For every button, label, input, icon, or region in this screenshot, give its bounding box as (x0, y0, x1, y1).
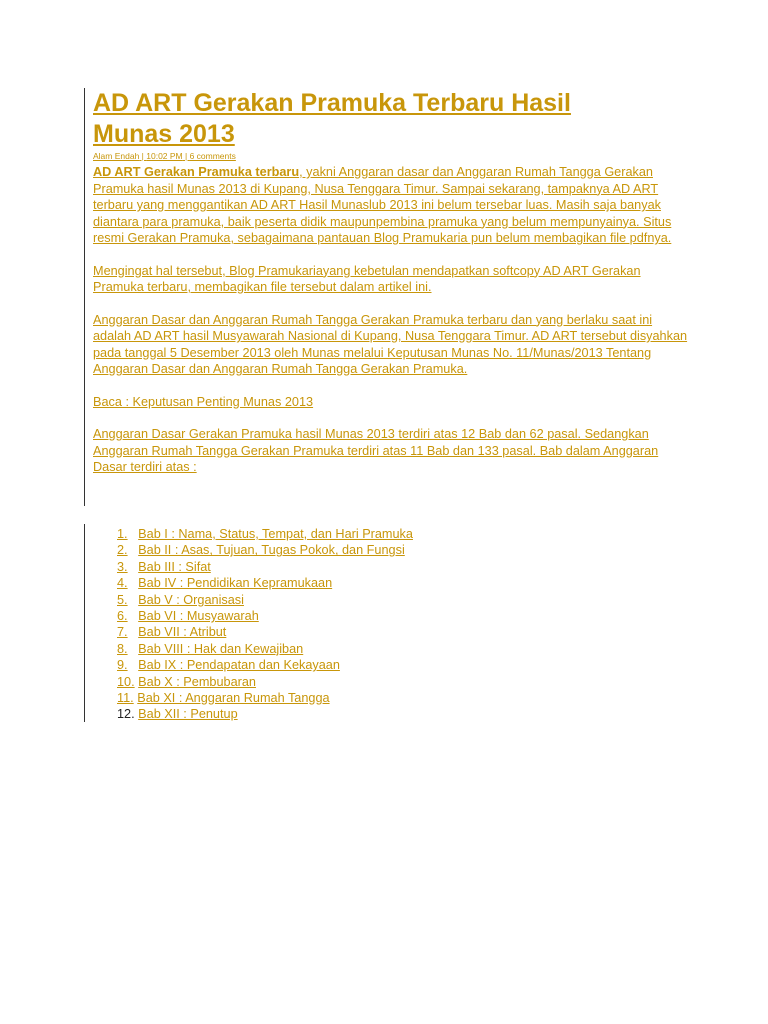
list-number: 3. (117, 559, 128, 574)
chapter-link[interactable]: Bab VIII : Hak dan Kewajiban (138, 641, 304, 656)
baca-link[interactable]: Baca : Keputusan Penting Munas 2013 (93, 394, 314, 409)
list-item[interactable] (117, 526, 413, 542)
list-item[interactable] (117, 542, 413, 558)
list-item[interactable] (117, 624, 413, 640)
list-item[interactable] (117, 592, 413, 608)
list-number: 1. (117, 527, 128, 541)
chapter-link[interactable]: Bab X : Pembubaran (138, 674, 256, 689)
list-number: 9. (117, 658, 128, 673)
list-number: 10. (117, 674, 135, 689)
paragraph-2[interactable]: Mengingat hal tersebut, Blog Pramukariayang kebetulan mendapatkan softcopy AD ART Gerakan Pramuka terbaru, membagikan file tersebut dalam artikel ini. (93, 263, 641, 294)
paragraph-5[interactable]: Anggaran Dasar Gerakan Pramuka hasil Munas 2013 terdiri atas 12 Bab dan 62 pasal. Sedangkan Anggaran Rumah Tangga Gerakan Pramuka terdiri atas 11 Bab dan 133 pasal. Bab dalam Anggaran Dasar terdiri atas : (93, 427, 659, 474)
chapter-link[interactable]: Bab II : Asas, Tujuan, Tugas Pokok, dan Fungsi (138, 543, 405, 558)
intro-bold-link[interactable]: AD ART Gerakan Pramuka terbaru (93, 165, 300, 179)
post-author-link[interactable]: Alam Endah (93, 151, 140, 161)
list-number: 4. (117, 576, 128, 591)
article-body (93, 88, 693, 476)
list-item[interactable] (117, 674, 413, 690)
list-number: 8. (117, 641, 128, 656)
chapter-link[interactable]: Bab V : Organisasi (138, 592, 244, 607)
chapter-link[interactable]: Bab XII : Penutup (138, 707, 238, 722)
chapter-link[interactable]: Bab IX : Pendapatan dan Kekayaan (138, 658, 340, 673)
chapter-link[interactable]: Bab XI : Anggaran Rumah Tangga (137, 691, 330, 706)
list-number: 11. (117, 691, 134, 706)
paragraph-3[interactable]: Anggaran Dasar dan Anggaran Rumah Tangga Gerakan Pramuka terbaru dan yang berlaku saat ini adalah AD ART hasil Musyawarah Nasional di Kupang, Nusa Tenggara Timur. AD ART tersebut disyahkan pada tanggal 5 Desember 2013 oleh Munas melalui Keputusan Munas No. 11/Munas/2013 Tentang Anggaran Dasar dan Anggaran Rumah Tangga Gerakan Pramuka. (93, 312, 688, 376)
chapter-link[interactable]: Bab VII : Atribut (138, 625, 227, 640)
list-item[interactable] (117, 641, 413, 657)
list-item[interactable] (117, 657, 413, 673)
chapter-list (117, 526, 413, 723)
list-number: 12. (117, 707, 135, 722)
intro-text[interactable]: , yakni Anggaran dasar dan Anggaran Rumah Tangga Gerakan Pramuka hasil Munas 2013 di Kupang, Nusa Tenggara Timur. Sampai sekarang, tampaknya AD ART terbaru yang menggantikan AD ART Hasil Munaslub 2013 ini belum tersebar luas. Masih saja banyak diantara para pramuka, baik peserta didik maupunpembina pramuka yang belum mempunyainya. Situs resmi Gerakan Pramuka, sebagaimana pantauan Blog Pramukaria pun belum membagikan file pdfnya. (93, 165, 672, 245)
list-item[interactable] (117, 575, 413, 591)
chapter-link[interactable]: Bab I : Nama, Status, Tempat, dan Hari Pramuka (138, 527, 413, 541)
list-item[interactable] (117, 706, 413, 722)
comments-link[interactable]: 6 comments (189, 151, 236, 161)
meta-separator: | (139, 151, 147, 161)
list-number: 6. (117, 609, 128, 624)
left-border-line (84, 88, 85, 506)
list-item[interactable] (117, 690, 413, 706)
list-number: 5. (117, 592, 128, 607)
list-number: 2. (117, 543, 128, 558)
chapter-link[interactable]: Bab III : Sifat (138, 559, 211, 574)
article-title[interactable]: AD ART Gerakan Pramuka Terbaru Hasil Munas 2013 (93, 89, 571, 148)
list-number: 7. (117, 625, 128, 640)
list-item[interactable] (117, 608, 413, 624)
post-time-link[interactable]: 10:02 PM (146, 151, 183, 161)
meta-separator: | (182, 151, 190, 161)
intro-paragraph (93, 164, 693, 247)
chapter-link[interactable]: Bab IV : Pendidikan Kepramukaan (138, 576, 333, 591)
chapter-link[interactable]: Bab VI : Musyawarah (138, 609, 259, 624)
list-item[interactable] (117, 559, 413, 575)
left-border-line-lower (84, 524, 85, 722)
post-meta (93, 151, 693, 162)
